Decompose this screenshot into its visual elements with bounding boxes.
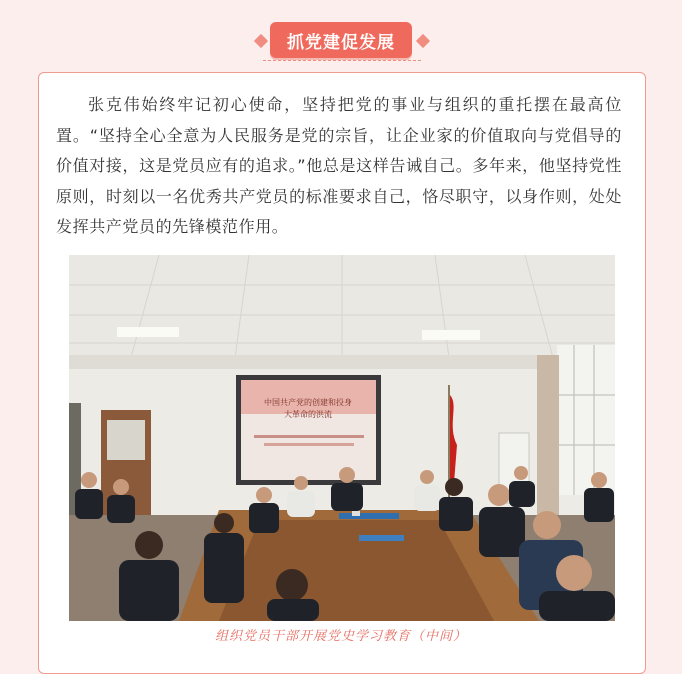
section-title: 抓党建促发展	[270, 22, 412, 58]
screen-title-line2: 大革命的洪流	[284, 410, 332, 419]
meeting-photo	[69, 255, 615, 621]
title-underline	[263, 60, 421, 61]
section-header	[0, 22, 682, 62]
diamond-icon	[254, 34, 268, 48]
article-paragraph: 张克伟始终牢记初心使命，坚持把党的事业与组织的重托摆在最高位置。“坚持全心全意为人民服务是党的宗旨，让企业家的价值取向与党倡导的价值对接，这是党员应有的追求。”他总是这样告诫自己。多年来，他坚持党性原则，时刻以一名优秀共产党员的标准要求自己，恪尽职守，以身作则，处处发挥共产党员的先锋模范作用。	[56, 95, 622, 236]
diamond-icon	[416, 34, 430, 48]
photo-caption: 组织党员干部开展党史学习教育（中间）	[214, 629, 467, 644]
screen-title-line1: 中国共产党的创建和投身	[264, 398, 352, 407]
